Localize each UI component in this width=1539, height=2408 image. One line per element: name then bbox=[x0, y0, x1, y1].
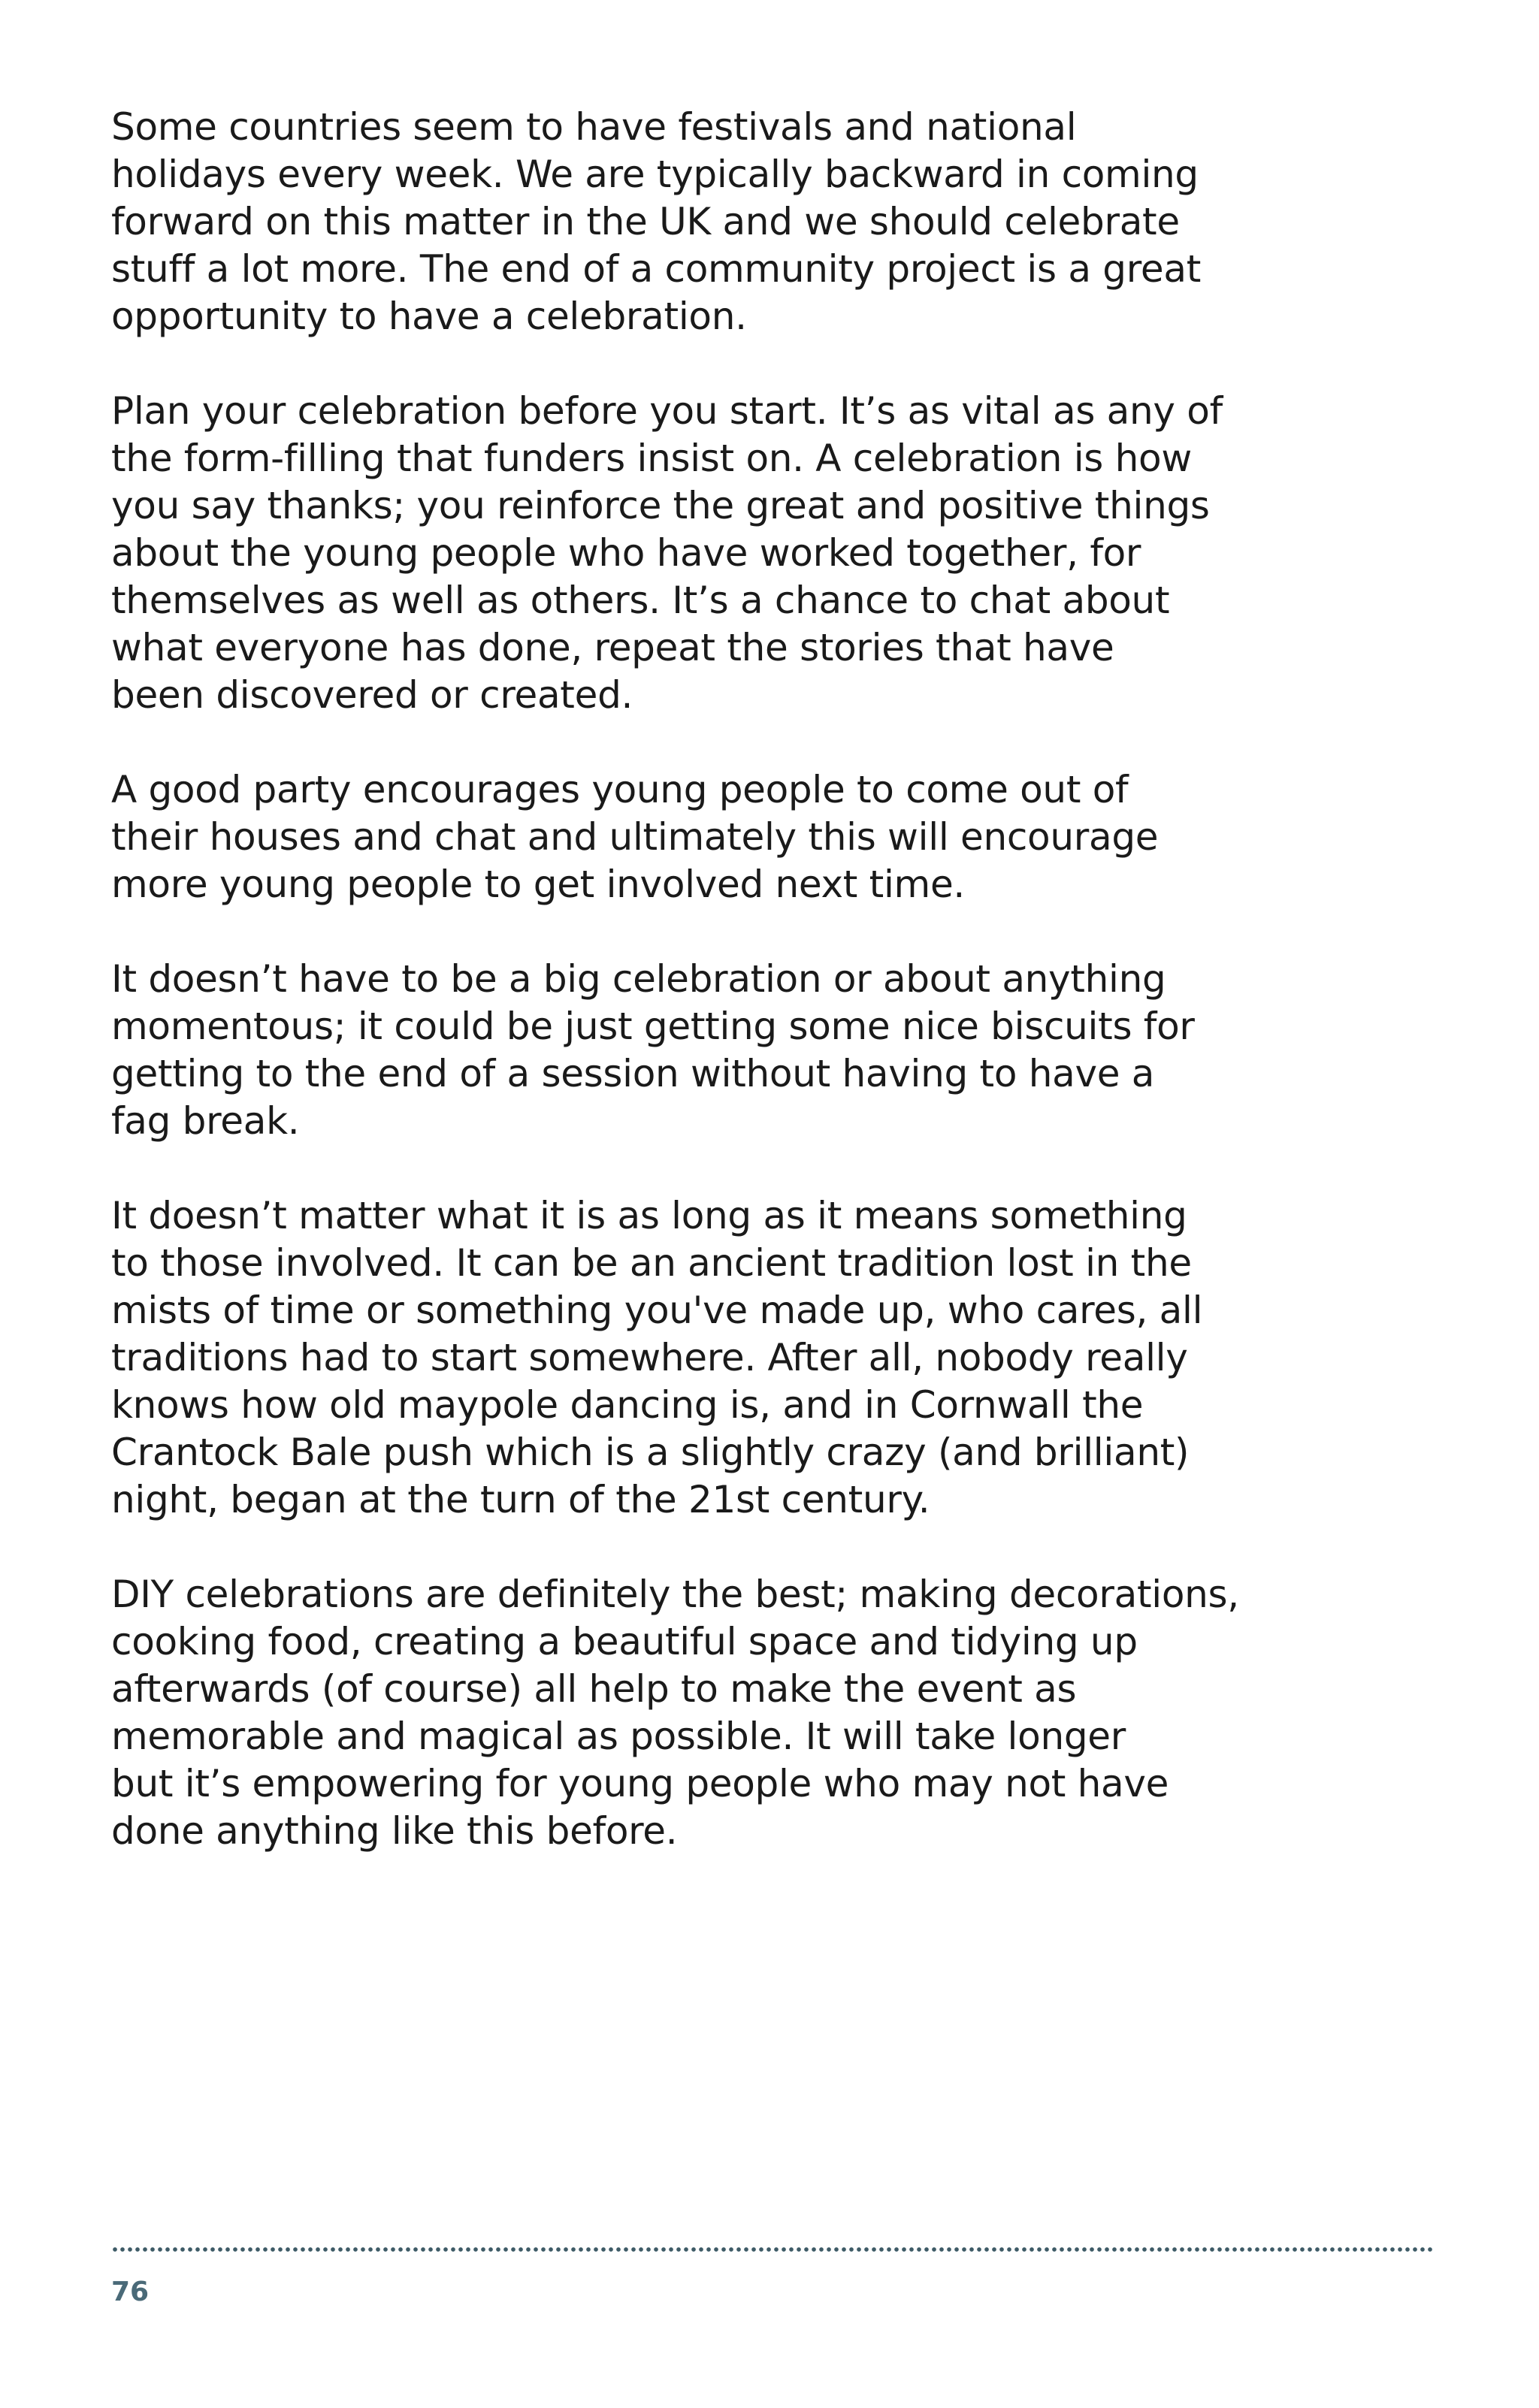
paragraph-6 bbox=[111, 1571, 1239, 1855]
text-line: about the young people who have worked together, for bbox=[111, 531, 1141, 575]
text-line: holidays every week. We are typically backward in coming bbox=[111, 153, 1199, 196]
text-line: Crantock Bale push which is a slightly crazy (and brilliant) bbox=[111, 1431, 1190, 1474]
paragraph-1 bbox=[111, 104, 1208, 340]
text-line: knows how old maypole dancing is, and in Cornwall the bbox=[111, 1383, 1144, 1427]
text-line: the form-filling that funders insist on. A celebration is how bbox=[111, 437, 1192, 480]
text-line: night, began at the turn of the 21st century. bbox=[111, 1478, 930, 1521]
text-line: fag break. bbox=[111, 1099, 300, 1143]
text-line: It doesn’t matter what it is as long as it means something bbox=[111, 1194, 1187, 1237]
footer-dotted-rule bbox=[111, 2246, 1434, 2252]
text-line: to those involved. It can be an ancient tradition lost in the bbox=[111, 1241, 1192, 1285]
text-line: you say thanks; you reinforce the great and positive things bbox=[111, 484, 1210, 527]
body-text bbox=[111, 104, 1239, 1902]
text-line: Plan your celebration before you start. It’s as vital as any of bbox=[111, 389, 1223, 433]
text-line: getting to the end of a session without having to have a bbox=[111, 1052, 1155, 1095]
text-line: traditions had to start somewhere. After all, nobody really bbox=[111, 1336, 1188, 1379]
text-line: been discovered or created. bbox=[111, 673, 633, 717]
paragraph-5 bbox=[111, 1192, 1208, 1524]
text-line: Some countries seem to have festivals and national bbox=[111, 105, 1077, 149]
text-line: memorable and magical as possible. It will take longer bbox=[111, 1715, 1126, 1758]
page-number: 76 bbox=[111, 2277, 150, 2307]
text-line: themselves as well as others. It’s a chance to chat about bbox=[111, 579, 1170, 622]
text-line: DIY celebrations are definitely the best; making decorations, bbox=[111, 1573, 1239, 1616]
text-line: It doesn’t have to be a big celebration or about anything bbox=[111, 957, 1166, 1001]
text-line: their houses and chat and ultimately this will encourage bbox=[111, 815, 1159, 859]
paragraph-4 bbox=[111, 956, 1208, 1145]
text-line: afterwards (of course) all help to make the event as bbox=[111, 1667, 1077, 1711]
paragraph-3 bbox=[111, 766, 1208, 908]
text-line: what everyone has done, repeat the stories that have bbox=[111, 626, 1114, 669]
text-line: done anything like this before. bbox=[111, 1809, 678, 1853]
text-line: mists of time or something you've made up, who cares, all bbox=[111, 1289, 1203, 1332]
text-line: but it’s empowering for young people who may not have bbox=[111, 1762, 1169, 1805]
text-line: momentous; it could be just getting some nice biscuits for bbox=[111, 1005, 1195, 1048]
text-line: opportunity to have a celebration. bbox=[111, 295, 747, 338]
paragraph-2 bbox=[111, 388, 1223, 719]
text-line: forward on this matter in the UK and we should celebrate bbox=[111, 200, 1180, 243]
text-line: more young people to get involved next time. bbox=[111, 863, 966, 906]
text-line: stuff a lot more. The end of a community project is a great bbox=[111, 247, 1202, 291]
text-line: A good party encourages young people to come out of bbox=[111, 768, 1129, 811]
text-line: cooking food, creating a beautiful space and tidying up bbox=[111, 1620, 1138, 1663]
